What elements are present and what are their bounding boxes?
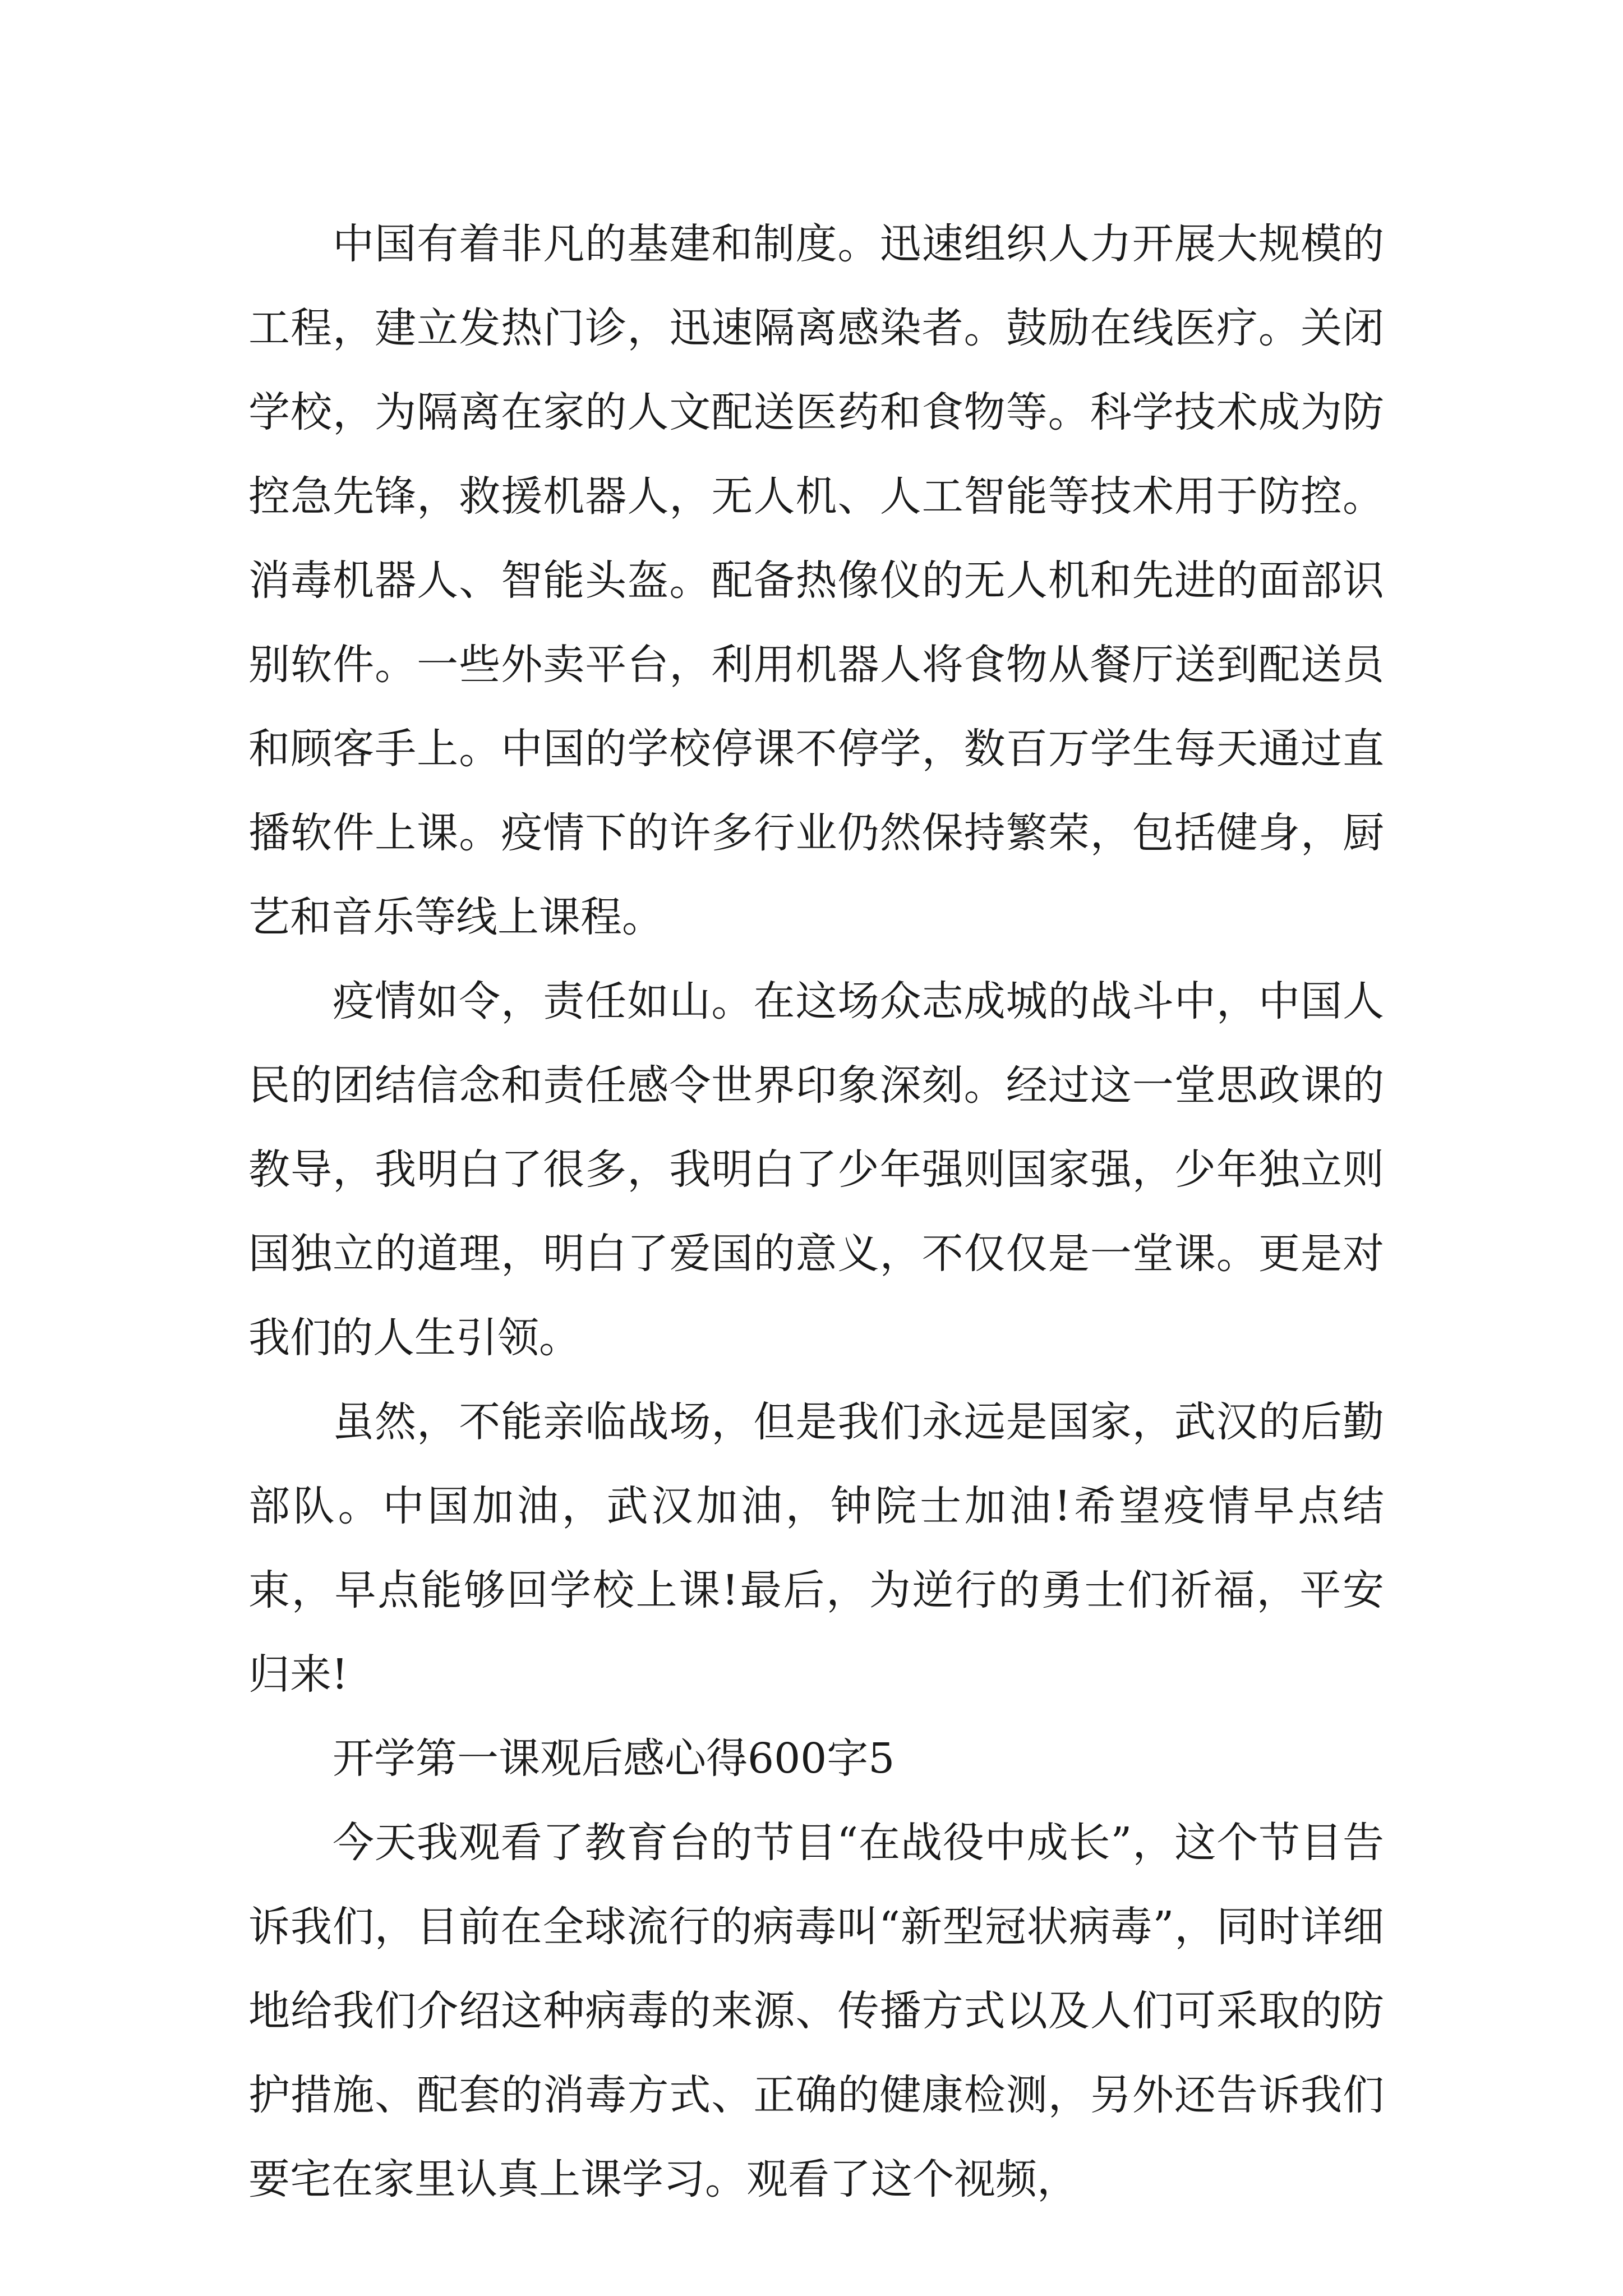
document-body	[248, 202, 1384, 2221]
body-paragraph: 疫情如令，责任如山。在这场众志成城的战斗中，中国人民的团结信念和责任感令世界印象深刻。经过这一堂思政课的教导，我明白了很多，我明白了少年强则国家强，少年独立则国独立的道理，明白了爱国的意义，不仅仅是一堂课。更是对我们的人生引领。	[248, 977, 1384, 1362]
section-heading: 开学第一课观后感心得600字5	[333, 1734, 895, 1783]
body-paragraph: 虽然，不能亲临战场，但是我们永远是国家，武汉的后勤部队。中国加油，武汉加油，钟院士加油!希望疫情早点结束，早点能够回学校上课!最后，为逆行的勇士们祈福，平安归来!	[248, 1398, 1384, 1699]
body-paragraph: 中国有着非凡的基建和制度。迅速组织人力开展大规模的工程，建立发热门诊，迅速隔离感染者。鼓励在线医疗。关闭学校，为隔离在家的人文配送医药和食物等。科学技术成为防控急先锋，救援机器人，无人机、人工智能等技术用于防控。消毒机器人、智能头盔。配备热像仪的无人机和先进的面部识别软件。一些外卖平台，利用机器人将食物从餐厅送到配送员和顾客手上。中国的学校停课不停学，数百万学生每天通过直播软件上课。疫情下的许多行业仍然保持繁荣，包括健身，厨艺和音乐等线上课程。	[248, 220, 1384, 941]
body-paragraph: 今天我观看了教育台的节目“在战役中成长”，这个节目告诉我们，目前在全球流行的病毒叫“新型冠状病毒”，同时详细地给我们介绍这种病毒的来源、传播方式以及人们可采取的防护措施、配套的消毒方式、正确的健康检测，另外还告诉我们要宅在家里认真上课学习。观看了这个视频，	[248, 1819, 1384, 2203]
